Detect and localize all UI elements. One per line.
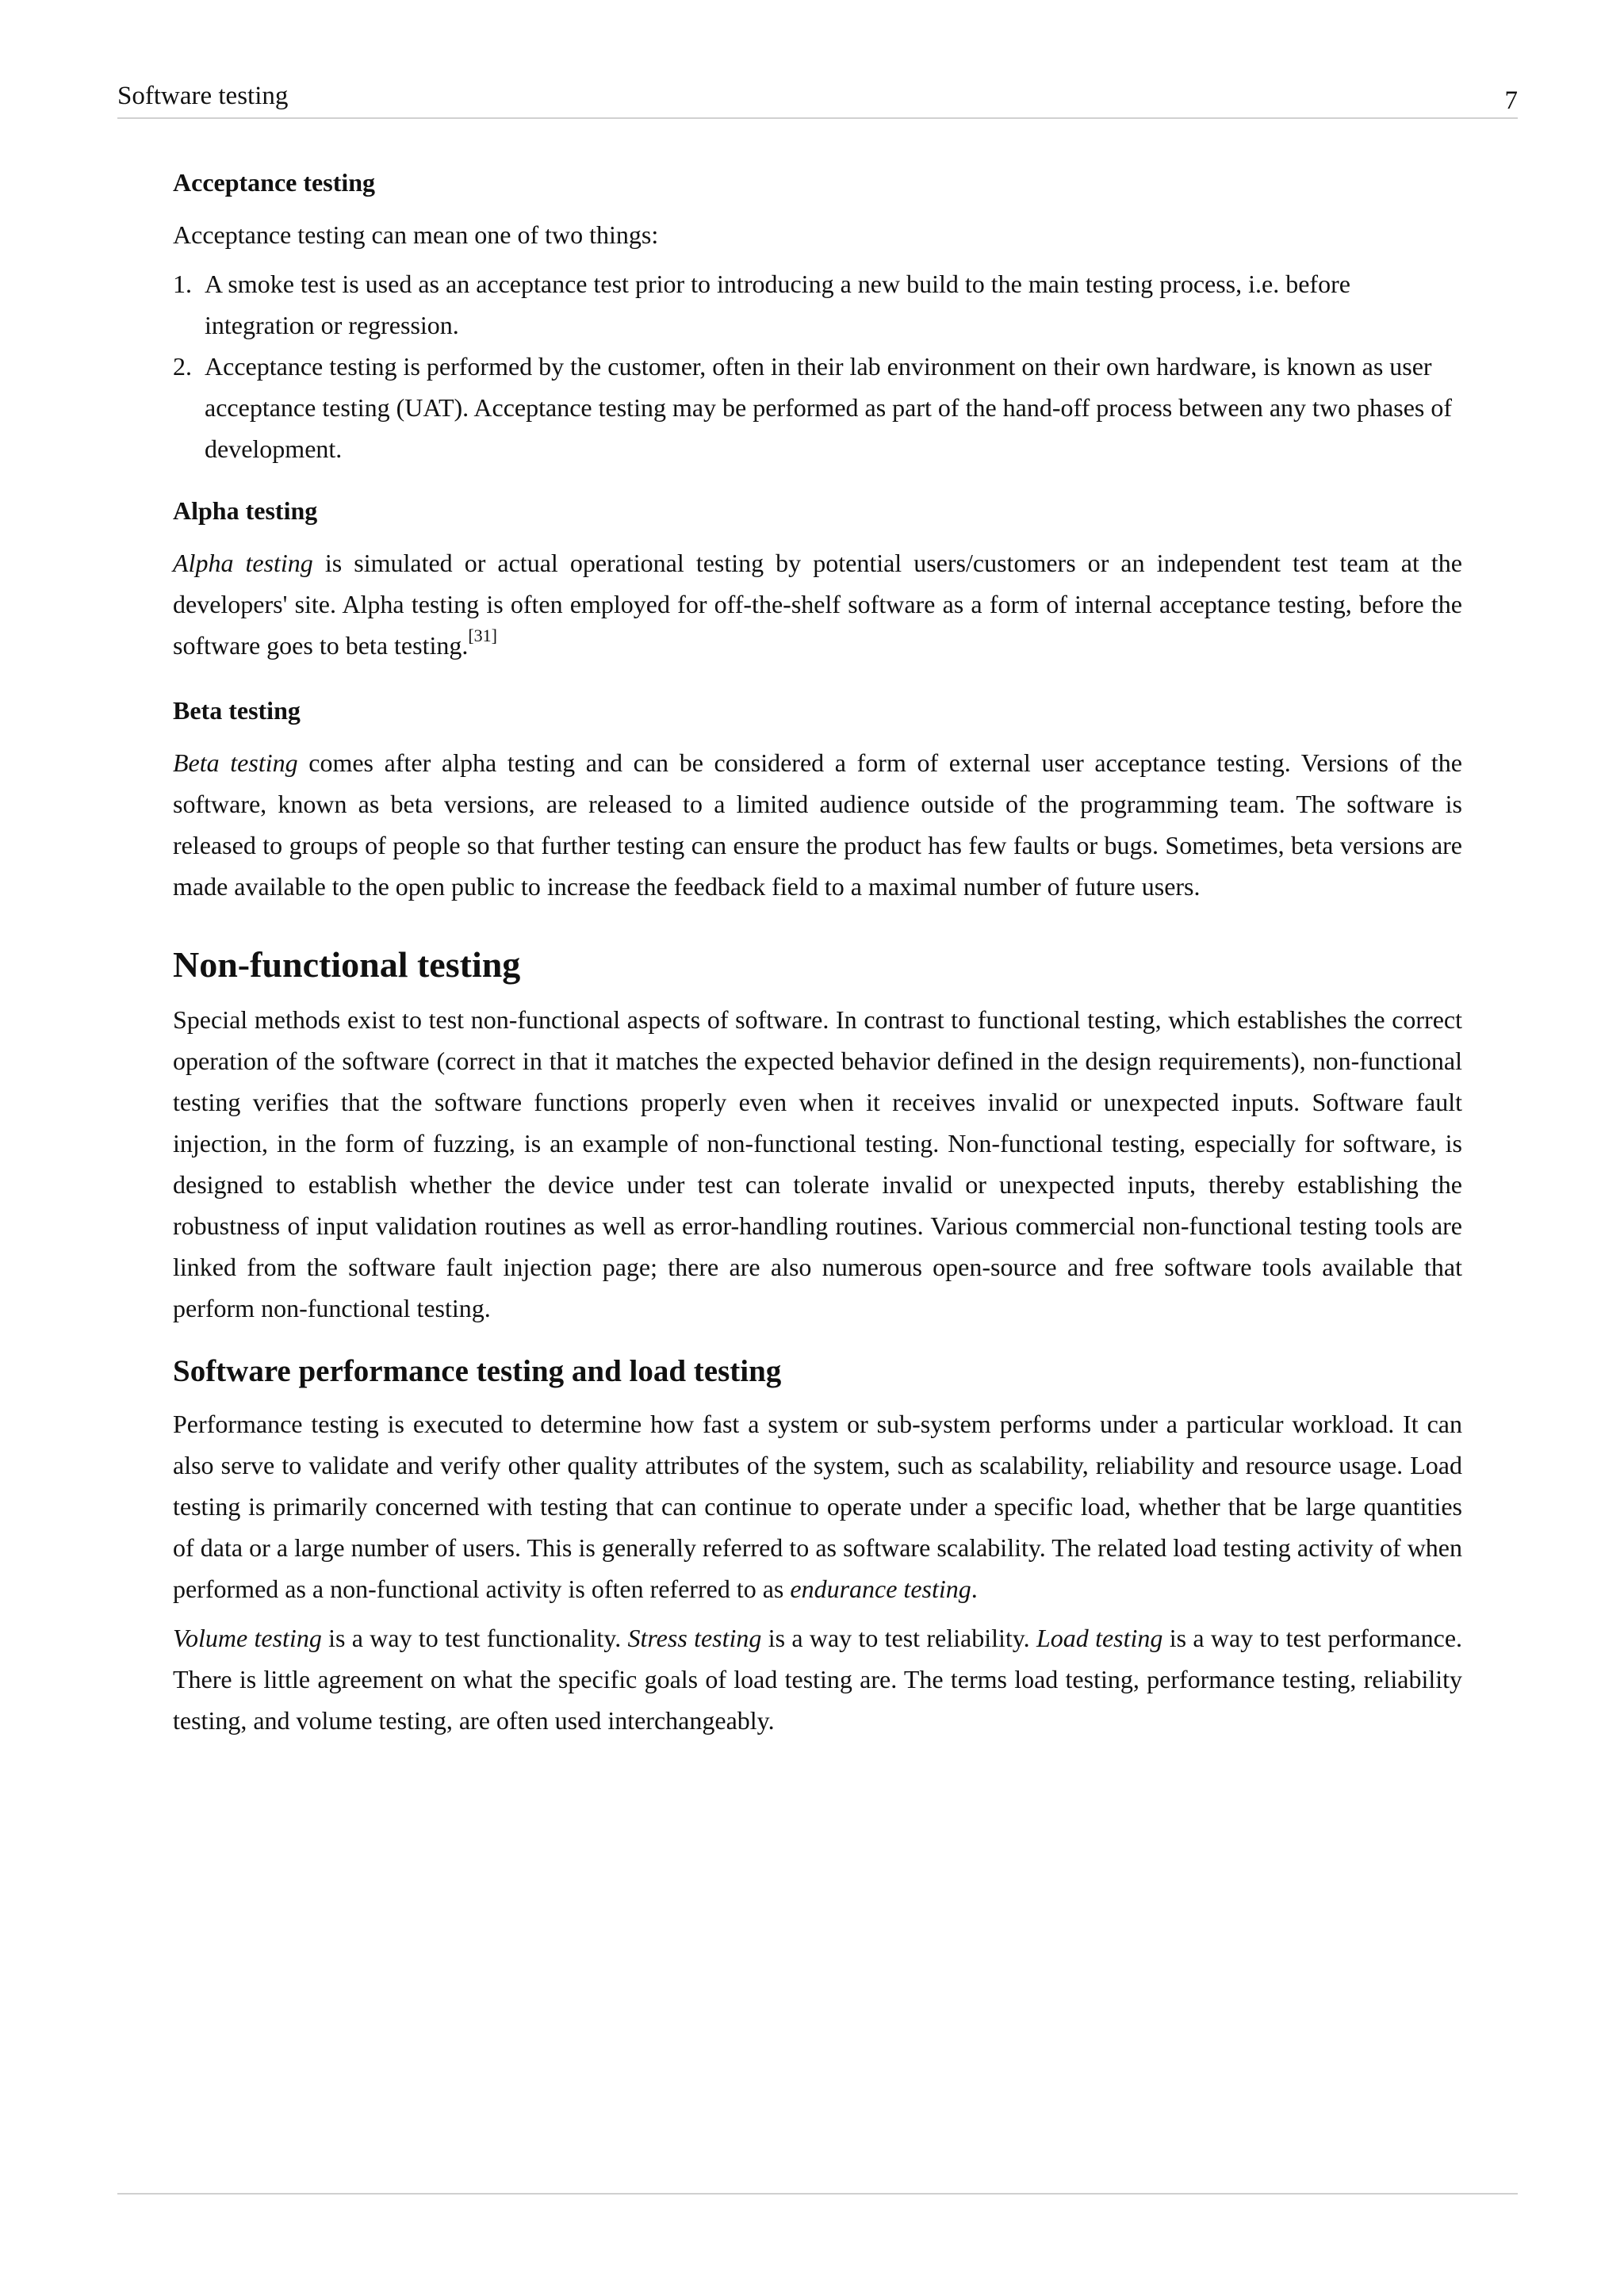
alpha-paragraph (173, 542, 1462, 666)
volume-text: is a way to test functionality. (321, 1624, 628, 1652)
beta-heading: Beta testing (173, 696, 301, 725)
volume-paragraph (173, 1617, 1462, 1741)
acceptance-heading: Acceptance testing (173, 168, 376, 197)
list-item-number: 1. (173, 270, 192, 298)
stress-term: Stress testing (627, 1624, 762, 1652)
citation-link[interactable]: [31] (468, 626, 497, 646)
performance-paragraph (173, 1403, 1462, 1609)
footer-rule (117, 2193, 1518, 2195)
alpha-text: is simulated or actual operational testing by potential users/customers or an independent test team at the developers' site. Alpha testing is often employed for off-the-shelf software as a form of internal acceptance testing, before the software goes to beta testing. (173, 549, 1463, 660)
list-item (173, 346, 1462, 469)
nonfunctional-paragraph: Special methods exist to test non-functional aspects of software. In contrast to functional testing, which establishes the correct operation of the software (correct in that it matches the expected behavior defined in the design requirements), non-functional testing verifies that the software functions properly even when it receives invalid or unexpected inputs. Software fault injection, in the form of fuzzing, is an example of non-functional testing. Non-functional testing, especially for software, is designed to establish whether the device under test can tolerate invalid or unexpected inputs, thereby establishing the robustness of input validation routines as well as error-handling routines. Various commercial non-functional testing tools are linked from the software fault injection page; there are also numerous open-source and free software tools available that perform non-functional testing. (173, 1005, 1462, 1322)
beta-term: Beta testing (173, 748, 298, 777)
list-item (173, 263, 1462, 346)
stress-text: is a way to test reliability. (761, 1624, 1036, 1652)
acceptance-intro: Acceptance testing can mean one of two things: (173, 220, 659, 249)
beta-text: comes after alpha testing and can be considered a form of external user acceptance testing. Versions of the software, known as beta versions, are released to a limited audience outside of the programming team. The software is released to groups of people so that further testing can ensure the product has few faults or bugs. Sometimes, beta versions are made available to the open public to increase the feedback field to a maximal number of future users. (173, 748, 1462, 901)
performance-text-end: . (971, 1575, 978, 1603)
load-text: is a way to test performance. There is little agreement on what the specific goals of load testing are. The terms load testing, performance testing, reliability testing, and volume testing, are often used interchangeably. (173, 1624, 1463, 1735)
page-content (173, 165, 1462, 1762)
nonfunctional-heading: Non-functional testing (173, 944, 521, 985)
list-item-text: Acceptance testing is performed by the customer, often in their lab environment on their own hardware, is known as user acceptance testing (UAT). Acceptance testing may be performed as part of the hand-off process between any two phases of development. (205, 352, 1453, 463)
acceptance-list (173, 263, 1462, 469)
alpha-heading: Alpha testing (173, 496, 318, 525)
performance-text: Performance testing is executed to determine how fast a system or sub-system performs under a particular workload. It can also serve to validate and verify other quality attributes of the system, such as scalability, reliability and resource usage. Load testing is primarily concerned with testing that can continue to operate under a specific load, whether that be large quantities of data or a large number of users. This is generally referred to as software scalability. The related load testing activity of when performed as a non-functional activity is often referred to as (173, 1410, 1462, 1603)
alpha-term: Alpha testing (173, 549, 313, 577)
list-item-text: A smoke test is used as an acceptance test prior to introducing a new build to the main testing process, i.e. before integration or regression. (205, 270, 1350, 339)
load-term: Load testing (1036, 1624, 1163, 1652)
endurance-term: endurance testing (790, 1575, 971, 1603)
header-title: Software testing (117, 82, 289, 110)
running-header (117, 79, 1518, 119)
performance-heading: Software performance testing and load testing (173, 1354, 782, 1388)
page-number: 7 (1504, 86, 1518, 115)
volume-term: Volume testing (173, 1624, 322, 1652)
beta-paragraph (173, 742, 1462, 907)
list-item-number: 2. (173, 352, 192, 381)
